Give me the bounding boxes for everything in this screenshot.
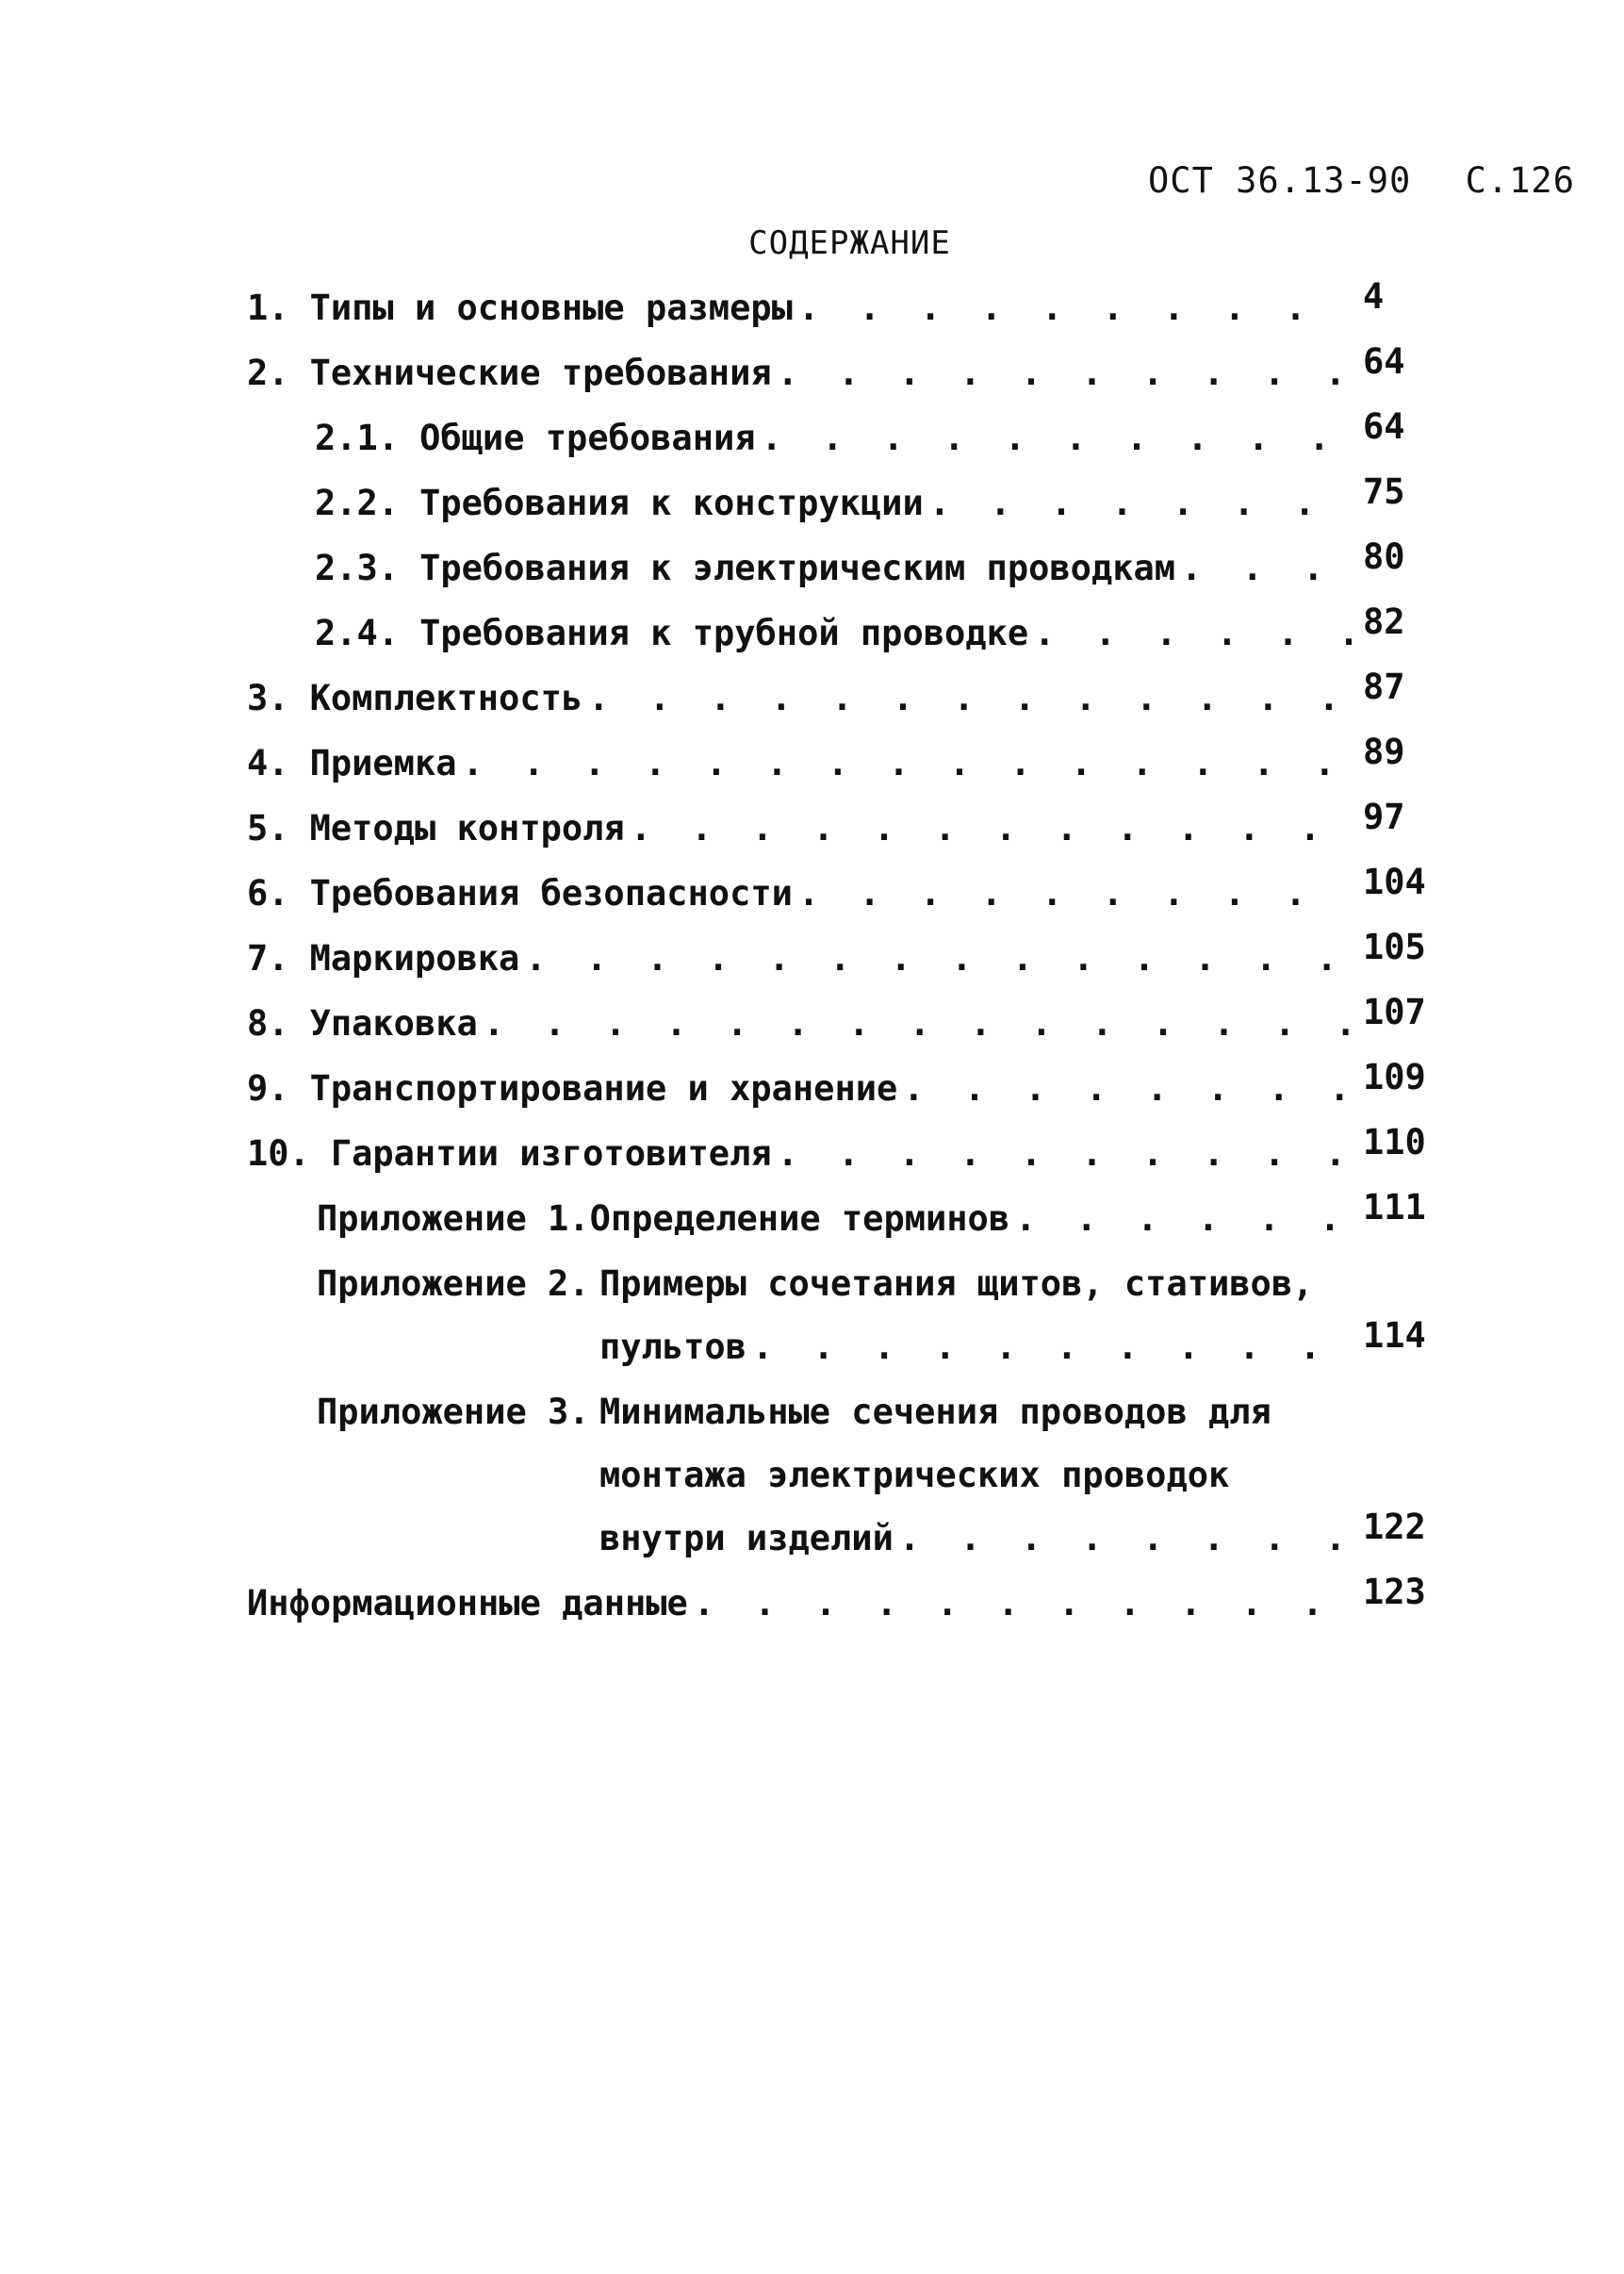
dot-leader	[798, 873, 1353, 914]
appendix-title-continued: внутри изделий	[599, 1518, 894, 1558]
toc-entry-page: 105	[1363, 927, 1426, 967]
toc-subentry	[247, 536, 1435, 613]
toc-entry-number: 10.	[247, 1133, 310, 1174]
toc-subentry	[247, 601, 1435, 678]
toc-entry-title: Требования к трубной проводке	[419, 613, 1029, 653]
appendix-label: Приложение 3.	[317, 1392, 590, 1432]
dot-leader	[903, 1068, 1353, 1109]
appendix-continuation	[247, 1455, 1435, 1518]
toc-entry-title: Гарантии изготовителя	[330, 1133, 772, 1174]
page-title: СОДЕРЖАНИЕ	[748, 224, 951, 262]
appendix-page: 114	[1363, 1315, 1426, 1356]
toc-entry-page: 80	[1363, 536, 1405, 577]
page-header	[1148, 160, 1575, 201]
toc-entry	[247, 1122, 1435, 1198]
appendix-page: 122	[1363, 1507, 1426, 1547]
document-code: ОСТ 36.13-90	[1148, 160, 1412, 201]
toc-entry	[247, 862, 1435, 938]
dot-leader	[778, 1133, 1353, 1174]
dot-leader	[762, 418, 1353, 458]
toc-entry-title: Требования безопасности	[309, 873, 793, 914]
appendix-title: Примеры сочетания щитов, стативов,	[599, 1263, 1314, 1304]
toc-entry-number: 2.	[247, 353, 289, 393]
appendix-title: Определение терминов	[589, 1198, 1010, 1239]
toc-entry	[247, 992, 1435, 1068]
table-of-contents	[247, 276, 1435, 1648]
dot-leader	[929, 483, 1353, 523]
appendix-title-continued: монтажа электрических проводок	[599, 1455, 1230, 1495]
toc-entry-title: Комплектность	[309, 678, 583, 718]
toc-subentry	[247, 406, 1435, 483]
appendix-entry	[247, 1187, 1435, 1263]
toc-entry	[247, 667, 1435, 743]
toc-entry-number: 2.3.	[315, 548, 400, 588]
dot-leader	[798, 288, 1353, 328]
toc-entry-page: 110	[1363, 1122, 1426, 1162]
toc-entry-page: 64	[1363, 341, 1405, 382]
dot-leader	[525, 938, 1353, 979]
toc-entry-page: 75	[1363, 471, 1405, 512]
toc-entry	[247, 732, 1435, 808]
toc-entry-title: Типы и основные размеры	[309, 288, 793, 328]
toc-entry-page: 89	[1363, 732, 1405, 772]
dot-leader	[1181, 548, 1353, 588]
toc-entry-title: Требования к электрическим проводкам	[419, 548, 1176, 588]
dot-leader	[899, 1518, 1353, 1558]
toc-entry-number: 7.	[247, 938, 289, 979]
dot-leader	[463, 743, 1354, 783]
toc-entry	[247, 276, 1435, 353]
toc-entry-number: 9.	[247, 1068, 289, 1109]
toc-entry-title: Методы контроля	[309, 808, 625, 849]
toc-entry-page: 87	[1363, 667, 1405, 707]
toc-entry-title: Технические требования	[309, 353, 772, 393]
toc-entry-title: Упаковка	[309, 1003, 478, 1044]
toc-entry-number: 4.	[247, 743, 289, 783]
appendix-page: 111	[1363, 1187, 1426, 1228]
toc-entry-title: Транспортирование и хранение	[309, 1068, 898, 1109]
appendix-entry	[247, 1392, 1435, 1455]
dot-leader	[778, 353, 1353, 393]
appendix-entry	[247, 1263, 1435, 1326]
toc-subentry	[247, 471, 1435, 548]
toc-entry-page: 97	[1363, 797, 1405, 837]
appendix-label: Приложение 1.	[317, 1198, 590, 1239]
appendix-label: Приложение 2.	[317, 1263, 590, 1304]
appendix-continuation	[247, 1507, 1435, 1583]
toc-entry-page: 104	[1363, 862, 1426, 902]
dot-leader	[1034, 613, 1353, 653]
appendix-title: Минимальные сечения проводов для	[599, 1392, 1271, 1432]
dot-leader	[752, 1326, 1353, 1367]
toc-entry-title: Требования к конструкции	[419, 483, 924, 523]
dot-leader	[588, 678, 1353, 718]
appendix-title-continued: пультов	[599, 1326, 746, 1367]
toc-entry-title: Маркировка	[309, 938, 520, 979]
toc-entry-number: 8.	[247, 1003, 289, 1044]
info-entry	[247, 1572, 1435, 1648]
appendix-continuation	[247, 1315, 1435, 1392]
toc-entry	[247, 341, 1435, 418]
dot-leader	[484, 1003, 1353, 1044]
page-number-label: С.126	[1465, 160, 1575, 201]
toc-entry-page: 64	[1363, 406, 1405, 447]
toc-entry-number: 2.2.	[315, 483, 400, 523]
toc-entry-title: Приемка	[309, 743, 457, 783]
toc-entry-page: 109	[1363, 1057, 1426, 1097]
toc-entry-page: 82	[1363, 601, 1405, 642]
toc-entry	[247, 797, 1435, 873]
dot-leader	[1015, 1198, 1353, 1239]
toc-entry-page: 107	[1363, 992, 1426, 1032]
info-entry-page: 123	[1363, 1572, 1426, 1612]
toc-entry-number: 2.1.	[315, 418, 400, 458]
dot-leader	[694, 1583, 1353, 1623]
toc-entry-number: 1.	[247, 288, 289, 328]
toc-entry-number: 3.	[247, 678, 289, 718]
toc-entry-number: 5.	[247, 808, 289, 849]
info-entry-title: Информационные данные	[247, 1583, 688, 1623]
dot-leader	[631, 808, 1353, 849]
toc-entry	[247, 1057, 1435, 1133]
toc-entry-page: 4	[1363, 276, 1385, 317]
toc-entry-number: 6.	[247, 873, 289, 914]
toc-entry	[247, 927, 1435, 1003]
toc-entry-title: Общие требования	[419, 418, 756, 458]
toc-entry-number: 2.4.	[315, 613, 400, 653]
